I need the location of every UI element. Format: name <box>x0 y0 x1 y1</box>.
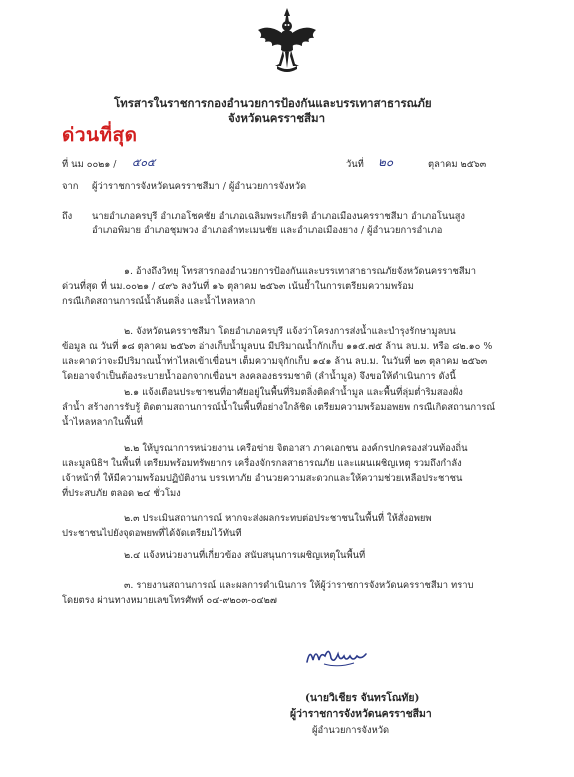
body-line: กรณีเกิดสถานการณ์น้ำล้นตลิ่ง และน้ำไหลหลาก <box>62 296 256 307</box>
to-line-2: อำเภอพิมาย อำเภอชุมพวง อำเภอลำทะเมนชัย และอำเภอเมืองยาง / ผู้อำนวยการอำเภอ <box>92 225 443 236</box>
garuda-emblem-icon <box>255 6 319 80</box>
doc-number-handwritten: ๕๐๕ <box>132 156 156 169</box>
body-line: ๒.๑ แจ้งเตือนประชาชนที่อาศัยอยู่ในพื้นที่ริมตลิ่งติดลำน้ำมูล และพื้นที่ลุ่มต่ำริมสองฝั่ง <box>124 387 463 398</box>
body-line: เจ้าหน้าที่ ให้มีความพร้อมปฏิบัติงาน บรรเทาภัย อำนวยความสะดวกและให้ความช่วยเหลือประชาชน <box>62 473 463 484</box>
body-line: ๒. จังหวัดนครราชสีมา โดยอำเภอครบุรี แจ้งว่าโครงการส่งน้ำและบำรุงรักษามูลบน <box>124 326 456 337</box>
urgency-stamp: ด่วนที่สุด <box>62 124 138 146</box>
body-line: ที่ประสบภัย ตลอด ๒๔ ชั่วโมง <box>62 488 181 499</box>
body-line: ข้อมูล ณ วันที่ ๑๘ ตุลาคม ๒๕๖๓ อ่างเก็บน้ำมูลบน มีปริมาณน้ำกักเก็บ ๑๑๕.๗๕ ล้าน ลบ.ม. หรือ ๘๒.๑๐ % <box>62 341 493 352</box>
doc-date-month-year: ตุลาคม ๒๕๖๓ <box>428 159 487 170</box>
signatory-role: ผู้อำนวยการจังหวัด <box>312 725 390 736</box>
agency-title: โทรสารในราชการกองอำนวยการป้องกันและบรรเทาสาธารณภัย <box>114 96 432 110</box>
body-line: ประชาชนไปยังจุดอพยพที่ได้จัดเตรียมไว้ทันที <box>62 528 242 539</box>
body-line: ด่วนที่สุด ที่ นม.๐๐๒๑ / ๔๙๖ ลงวันที่ ๑๖ ตุลาคม ๒๕๖๓ เน้นย้ำในการเตรียมความพร้อม <box>62 281 414 292</box>
body-line: ๑. อ้างถึงวิทยุ โทรสารกองอำนวยการป้องกันและบรรเทาสาธารณภัยจังหวัดนครราชสีมา <box>124 266 477 277</box>
signatory-title: ผู้ว่าราชการจังหวัดนครราชสีมา <box>290 708 432 720</box>
handwritten-signature-icon <box>304 642 368 670</box>
from-value: ผู้ว่าราชการจังหวัดนครราชสีมา / ผู้อำนวยการจังหวัด <box>92 181 307 192</box>
doc-date-label: วันที่ <box>346 159 364 170</box>
body-line: ๒.๔ แจ้งหน่วยงานที่เกี่ยวข้อง สนับสนุนการเผชิญเหตุในพื้นที่ <box>124 550 366 561</box>
body-line: ๓. รายงานสถานการณ์ และผลการดำเนินการ ให้ผู้ว่าราชการจังหวัดนครราชสีมา ทราบ <box>124 580 474 591</box>
body-line: ๒.๓ ประเมินสถานการณ์ หากจะส่งผลกระทบต่อประชาชนในพื้นที่ ให้สั่งอพยพ <box>124 513 432 524</box>
doc-number-label: ที่ นม ๐๐๒๑ / <box>62 159 117 170</box>
doc-date-day-handwritten: ๒๐ <box>378 155 394 169</box>
body-line: โดยอาจจำเป็นต้องระบายน้ำออกจากเขื่อนฯ ลงคลองธรรมชาติ (ลำน้ำมูล) จึงขอให้ดำเนินการ ดังนี้ <box>62 371 456 382</box>
body-line: และคาดว่าจะมีปริมาณน้ำท่าไหลเข้าเขื่อนฯ เต็มความจุกักเก็บ ๑๔๑ ล้าน ลบ.ม. ในวันที่ ๒๓ ตุลาคม ๒๕๖๓ <box>62 356 488 367</box>
from-label: จาก <box>62 181 79 192</box>
body-line: น้ำไหลหลากในพื้นที่ <box>62 417 143 428</box>
body-line: ๒.๒ ให้บูรณาการหน่วยงาน เครือข่าย จิตอาสา ภาคเอกชน องค์กรปกครองส่วนท้องถิ่น <box>124 443 468 454</box>
signatory-name: (นายวิเชียร จันทรโณทัย) <box>305 692 420 704</box>
body-line: ลำน้ำ สร้างการรับรู้ ติดตามสถานการณ์น้ำในพื้นที่อย่างใกล้ชิด เตรียมความพร้อมอพยพ กรณีเกิดสถานการณ์ <box>62 402 496 413</box>
to-label: ถึง <box>62 211 73 222</box>
body-line: และมูลนิธิฯ ในพื้นที่ เตรียมพร้อมทรัพยากร เครื่องจักรกลสาธารณภัย และแผนเผชิญเหตุ รวมถึงกำลัง <box>62 458 462 469</box>
to-line-1: นายอำเภอครบุรี อำเภอโชคชัย อำเภอเฉลิมพระเกียรติ อำเภอเมืองนครราชสีมา อำเภอโนนสูง <box>92 211 466 222</box>
province-title: จังหวัดนครราชสีมา <box>228 111 326 125</box>
body-line: โดยตรง ผ่านทางหมายเลขโทรศัพท์ ๐๔-๙๒๐๓-๐๔๒๗ <box>62 595 277 606</box>
